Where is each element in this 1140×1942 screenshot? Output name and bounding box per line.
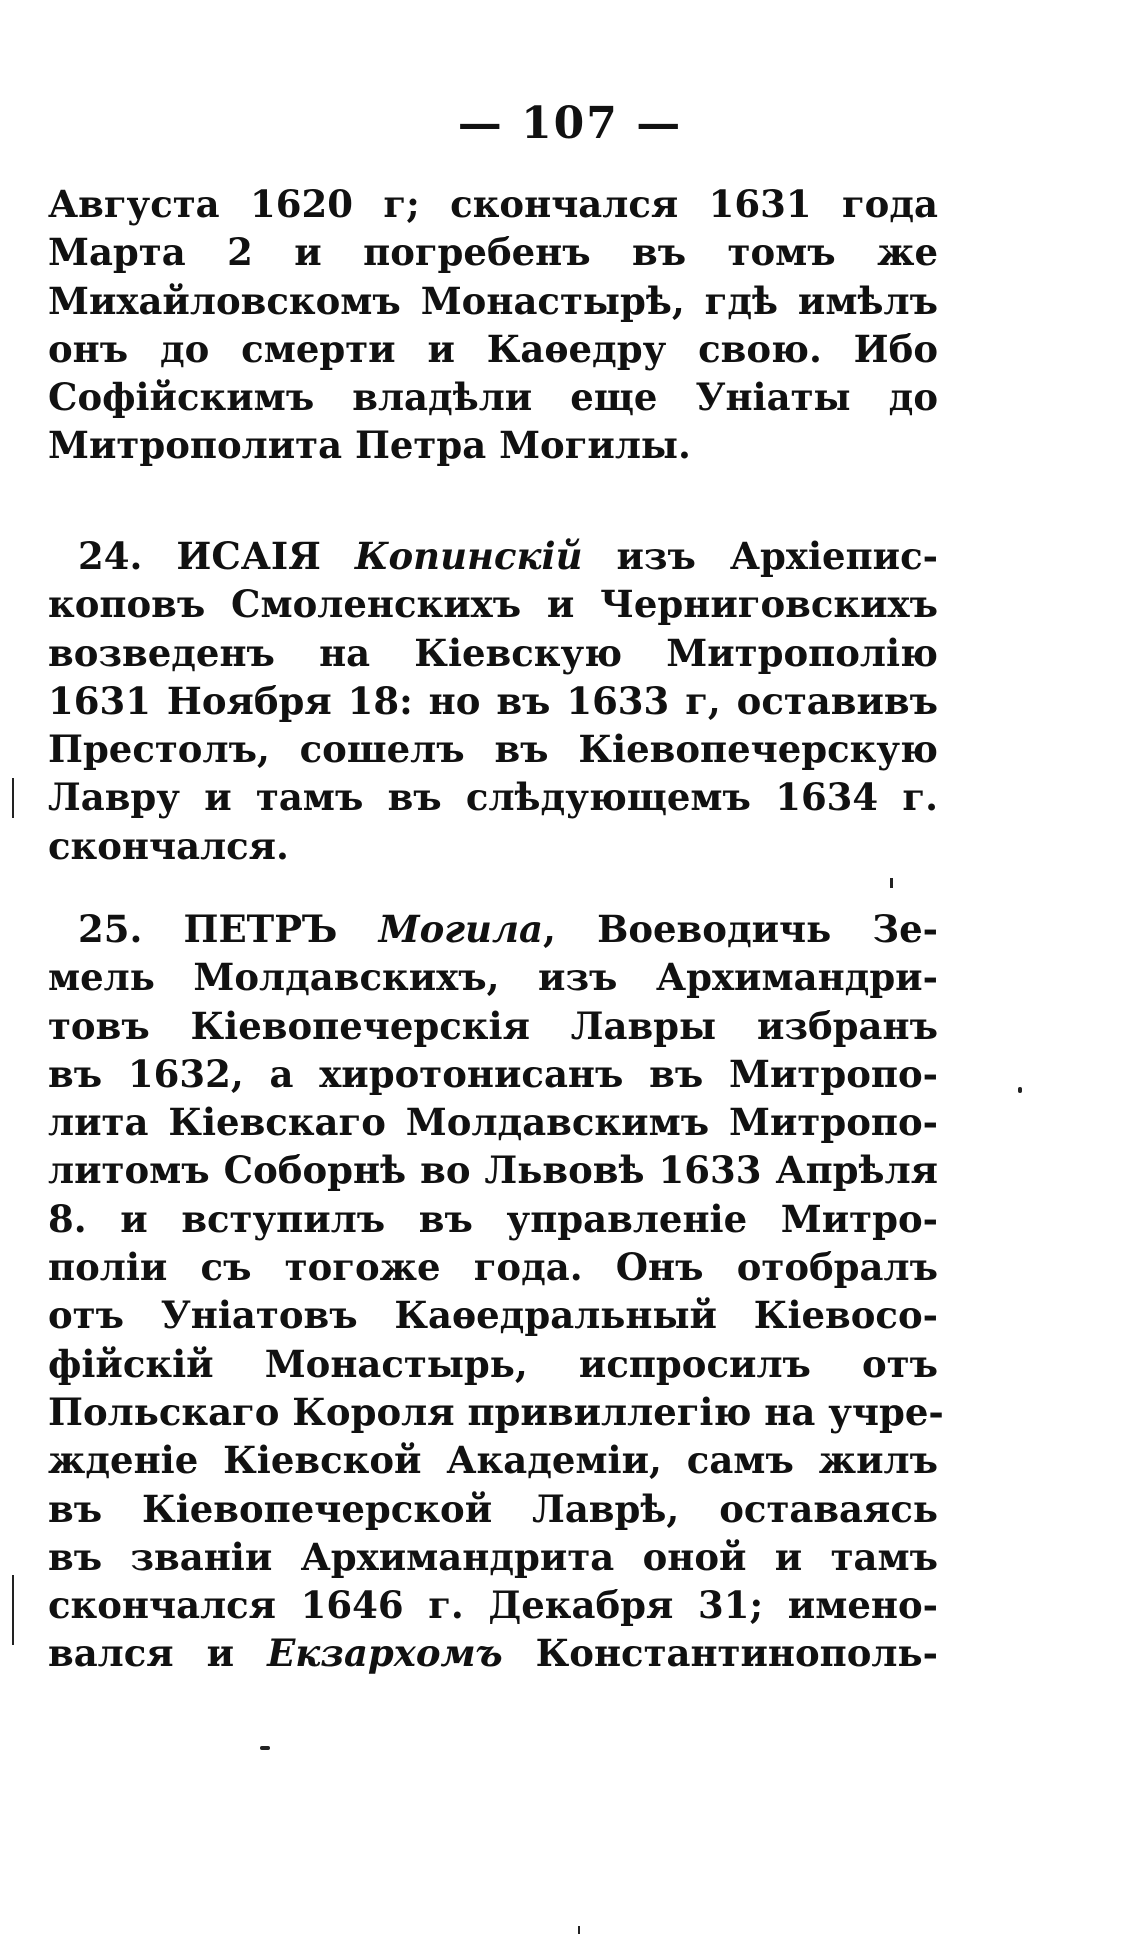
text-fragment: Константинополь- bbox=[502, 1631, 938, 1676]
speck bbox=[260, 1746, 270, 1750]
text-line: Митрополита Петра Могилы. bbox=[48, 423, 691, 468]
italic-term: Екзархомъ bbox=[267, 1631, 503, 1676]
text-line-heading bbox=[48, 905, 938, 953]
paragraph-continuation bbox=[48, 180, 938, 470]
text-line-heading bbox=[48, 532, 938, 580]
entry-surname: Могила bbox=[378, 907, 544, 951]
text-line: Марта 2 и погребенъ въ томъ же bbox=[48, 230, 938, 275]
text-line-final bbox=[48, 1629, 938, 1677]
margin-mark bbox=[12, 1575, 14, 1645]
paragraph-isaia bbox=[48, 532, 938, 870]
text-line: литомъ Соборнѣ во Львовѣ 1633 Апрѣля bbox=[48, 1148, 938, 1193]
margin-mark bbox=[12, 778, 14, 818]
text-line: въ 1632, а хиротонисанъ въ Митропо- bbox=[48, 1051, 938, 1096]
text-line: товъ Кіевопечерскія Лавры избранъ bbox=[48, 1003, 938, 1048]
text-line: возведенъ на Кіевскую Митрополію bbox=[48, 630, 938, 675]
text-line: Августа 1620 г; скончался 1631 года bbox=[48, 182, 938, 226]
text-line: въ званіи Архимандрита оной и тамъ bbox=[48, 1534, 938, 1579]
text-line: отъ Уніатовъ Каѳедральный Кіевосо- bbox=[48, 1293, 938, 1338]
paragraph-petr bbox=[48, 905, 944, 1678]
speck bbox=[578, 1926, 580, 1934]
text-line: лита Кіевскаго Молдавскимъ Митропо- bbox=[48, 1100, 938, 1145]
text-line: Престолъ, сошелъ въ Кіевопечерскую bbox=[48, 727, 938, 772]
text-line: 8. и вступилъ въ управленіе Митро- bbox=[48, 1196, 938, 1241]
text-line: поліи съ тогоже года. Онъ отобралъ bbox=[48, 1245, 938, 1290]
text-fragment: вался и bbox=[48, 1631, 268, 1676]
entry-surname: Копинскій bbox=[354, 534, 583, 578]
text-line: скончался. bbox=[48, 823, 289, 868]
text-line: онъ до смерти и Каѳедру свою. Ибо bbox=[48, 326, 938, 371]
page-number: — 107 — bbox=[457, 98, 683, 149]
text-line: фійскій Монастырь, испросилъ отъ bbox=[48, 1341, 938, 1386]
text-line: жденіе Кіевской Академіи, самъ жилъ bbox=[48, 1438, 938, 1483]
speck bbox=[890, 878, 893, 888]
text-line: 1631 Ноября 18: но въ 1633 г, оставивъ bbox=[48, 678, 938, 723]
entry-heading-tail: изъ Архіепис- bbox=[582, 534, 938, 578]
entry-heading: 24. ИСАІЯ bbox=[78, 534, 355, 578]
text-line: Софійскимъ владѣли еще Уніаты до bbox=[48, 375, 938, 420]
text-line: коповъ Смоленскихъ и Черниговскихъ bbox=[48, 582, 938, 627]
text-line: Лавру и тамъ въ слѣдующемъ 1634 г. bbox=[48, 775, 938, 820]
speck bbox=[1018, 1087, 1022, 1093]
entry-heading: 25. ПЕТРЪ bbox=[78, 907, 379, 951]
text-line: въ Кіевопечерской Лаврѣ, оставаясь bbox=[48, 1486, 938, 1531]
entry-heading-tail: , Воеводичь Зе- bbox=[543, 907, 938, 951]
text-line: Михайловскомъ Монастырѣ, гдѣ имѣлъ bbox=[48, 278, 938, 323]
text-line: Польскаго Короля привиллегію на учре- bbox=[48, 1389, 944, 1434]
text-line: скончался 1646 г. Декабря 31; имено- bbox=[48, 1583, 938, 1628]
text-line: мель Молдавскихъ, изъ Архимандри- bbox=[48, 955, 938, 1000]
